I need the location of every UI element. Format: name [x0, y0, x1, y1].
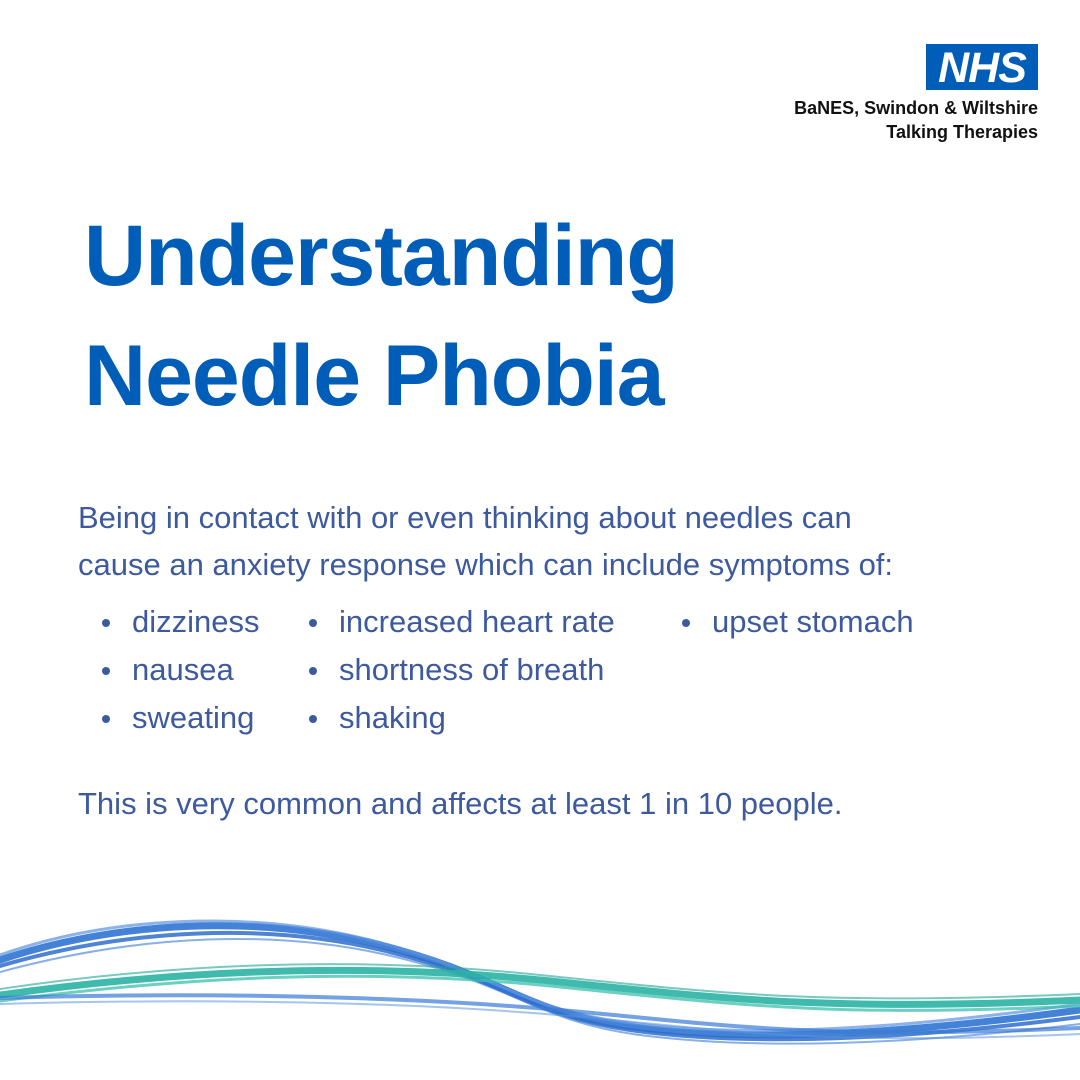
page-title — [84, 196, 678, 436]
org-name-line-1: BaNES, Swindon & Wiltshire — [794, 98, 1038, 118]
title-line-2: Needle Phobia — [84, 328, 664, 424]
symptom-column-1 — [100, 598, 260, 742]
org-name-line-2: Talking Therapies — [886, 122, 1038, 142]
symptom-item: dizziness — [100, 598, 260, 646]
intro-text — [78, 494, 1038, 588]
intro-line-2: cause an anxiety response which can include symptoms of: — [78, 547, 894, 582]
symptom-item: shortness of breath — [307, 646, 615, 694]
footnote-text: This is very common and affects at least 1 in 10 people. — [78, 786, 843, 821]
nhs-badge-text: NHS — [938, 44, 1026, 92]
decorative-wave-graphic — [0, 900, 1080, 1080]
nhs-logo — [794, 44, 1038, 144]
intro-line-1: Being in contact with or even thinking about needles can — [78, 500, 852, 535]
symptom-column-3 — [680, 598, 914, 646]
symptom-item: shaking — [307, 694, 615, 742]
symptom-item: nausea — [100, 646, 260, 694]
symptom-item: sweating — [100, 694, 260, 742]
symptom-item: increased heart rate — [307, 598, 615, 646]
title-line-1: Understanding — [84, 208, 678, 304]
symptom-item: upset stomach — [680, 598, 914, 646]
nhs-badge — [926, 44, 1038, 90]
symptom-column-2 — [307, 598, 615, 742]
